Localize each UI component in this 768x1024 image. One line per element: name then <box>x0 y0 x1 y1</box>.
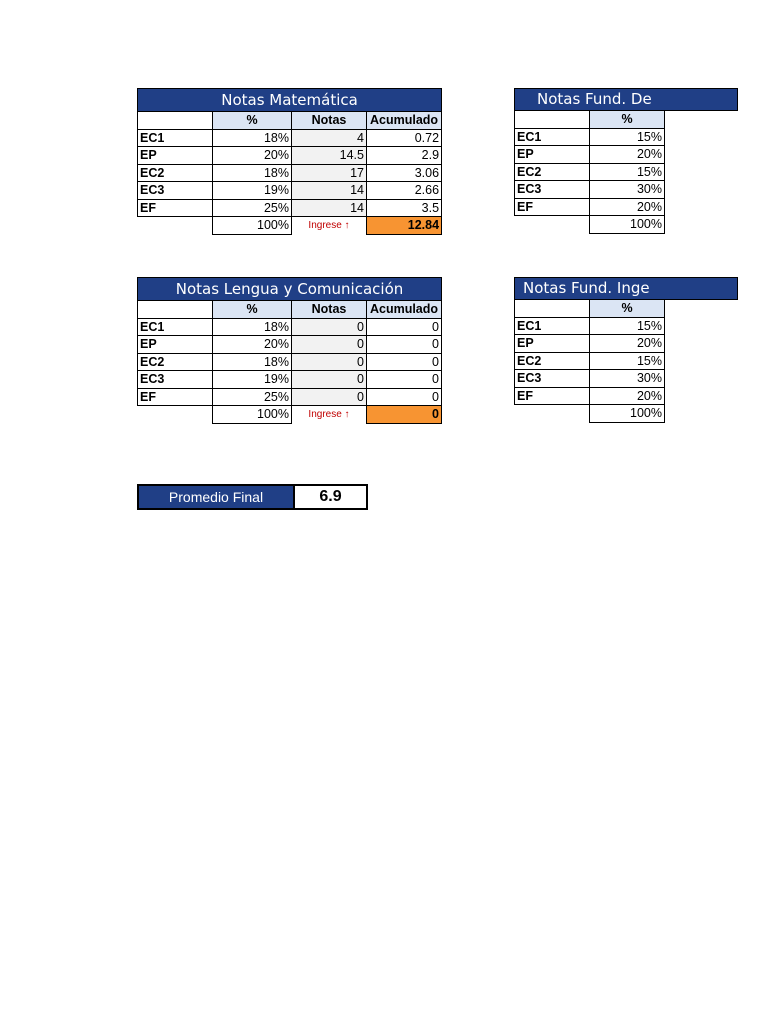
promedio-final-box <box>137 484 368 510</box>
table-row <box>515 163 665 181</box>
total-blank <box>138 217 213 235</box>
fund-de-title-bar <box>514 88 738 111</box>
nota-input[interactable]: 17 <box>292 164 367 182</box>
row-percent: 20% <box>590 387 665 405</box>
fund-inge-title-bar <box>514 277 738 300</box>
table-row <box>515 146 665 164</box>
header-blank <box>138 301 213 319</box>
row-percent: 20% <box>590 198 665 216</box>
header-acumulado: Acumulado <box>367 112 442 130</box>
fund-inge-table-wrapper <box>514 277 768 437</box>
row-percent: 19% <box>213 371 292 389</box>
nota-input[interactable]: 14.5 <box>292 147 367 165</box>
header-percent: % <box>590 111 665 129</box>
row-label: EC1 <box>138 318 213 336</box>
row-percent: 20% <box>590 335 665 353</box>
table-row <box>515 198 665 216</box>
fund-de-table <box>514 110 665 234</box>
table-row <box>515 335 665 353</box>
header-percent: % <box>590 300 665 318</box>
row-label: EP <box>138 336 213 354</box>
fund-inge-table <box>514 299 665 423</box>
table-row <box>515 352 665 370</box>
total-percent: 100% <box>213 406 292 424</box>
row-label: EC2 <box>138 353 213 371</box>
row-acumulado: 0 <box>367 318 442 336</box>
header-notas: Notas <box>292 112 367 130</box>
row-acumulado: 2.66 <box>367 182 442 200</box>
table-row <box>515 387 665 405</box>
row-label: EP <box>138 147 213 165</box>
row-label: EC2 <box>515 352 590 370</box>
row-percent: 20% <box>213 336 292 354</box>
total-blank <box>138 406 213 424</box>
row-percent: 18% <box>213 164 292 182</box>
row-acumulado: 0 <box>367 388 442 406</box>
row-label: EC3 <box>515 370 590 388</box>
row-acumulado: 3.5 <box>367 199 442 217</box>
row-label: EC1 <box>515 317 590 335</box>
header-notas: Notas <box>292 301 367 319</box>
fund-de-table-wrapper <box>514 88 768 248</box>
header-percent: % <box>213 112 292 130</box>
table-row <box>515 181 665 199</box>
row-acumulado: 0 <box>367 371 442 389</box>
row-label: EC3 <box>515 181 590 199</box>
row-label: EF <box>138 388 213 406</box>
row-label: EP <box>515 335 590 353</box>
row-percent: 18% <box>213 129 292 147</box>
row-percent: 25% <box>213 199 292 217</box>
promedio-final-value: 6.9 <box>293 486 366 508</box>
row-acumulado: 0 <box>367 336 442 354</box>
table-row <box>515 370 665 388</box>
row-percent: 19% <box>213 182 292 200</box>
matematica-title: Notas Matemática <box>138 89 442 112</box>
nota-input[interactable]: 0 <box>292 371 367 389</box>
table-row <box>138 129 442 147</box>
table-row <box>138 164 442 182</box>
row-label: EC3 <box>138 371 213 389</box>
ingrese-hint: Ingrese ↑ <box>308 220 350 231</box>
row-acumulado: 3.06 <box>367 164 442 182</box>
promedio-final-label: Promedio Final <box>139 486 293 508</box>
nota-input[interactable]: 14 <box>292 199 367 217</box>
lengua-table <box>137 277 442 424</box>
table-row <box>515 128 665 146</box>
nota-input[interactable]: 0 <box>292 353 367 371</box>
table-row <box>138 388 442 406</box>
nota-input[interactable]: 0 <box>292 388 367 406</box>
nota-input[interactable]: 0 <box>292 318 367 336</box>
row-label: EF <box>138 199 213 217</box>
row-percent: 18% <box>213 318 292 336</box>
row-label: EC3 <box>138 182 213 200</box>
header-blank <box>515 300 590 318</box>
table-row <box>138 318 442 336</box>
table-row <box>138 371 442 389</box>
header-acumulado: Acumulado <box>367 301 442 319</box>
header-blank <box>138 112 213 130</box>
row-percent: 18% <box>213 353 292 371</box>
table-row <box>138 199 442 217</box>
table-row <box>138 353 442 371</box>
total-blank <box>515 216 590 234</box>
row-label: EC1 <box>138 129 213 147</box>
header-percent: % <box>213 301 292 319</box>
header-blank <box>515 111 590 129</box>
fund-inge-title: Notas Fund. Inge <box>523 279 650 297</box>
row-label: EC2 <box>138 164 213 182</box>
table-row <box>138 147 442 165</box>
matematica-table <box>137 88 442 235</box>
row-acumulado: 0 <box>367 353 442 371</box>
nota-input[interactable]: 4 <box>292 129 367 147</box>
row-label: EC1 <box>515 128 590 146</box>
total-percent: 100% <box>590 405 665 423</box>
nota-input[interactable]: 14 <box>292 182 367 200</box>
total-acumulado: 12.84 <box>367 217 442 235</box>
fund-de-title: Notas Fund. De <box>537 90 652 108</box>
row-label: EP <box>515 146 590 164</box>
table-row <box>138 182 442 200</box>
row-percent: 15% <box>590 163 665 181</box>
row-label: EF <box>515 198 590 216</box>
total-percent: 100% <box>213 217 292 235</box>
row-percent: 20% <box>590 146 665 164</box>
row-label: EC2 <box>515 163 590 181</box>
lengua-title: Notas Lengua y Comunicación <box>138 278 442 301</box>
total-blank <box>515 405 590 423</box>
table-row <box>138 336 442 354</box>
total-acumulado: 0 <box>367 406 442 424</box>
row-percent: 15% <box>590 128 665 146</box>
table-row <box>515 317 665 335</box>
row-percent: 20% <box>213 147 292 165</box>
row-percent: 15% <box>590 317 665 335</box>
row-percent: 25% <box>213 388 292 406</box>
row-acumulado: 2.9 <box>367 147 442 165</box>
row-percent: 30% <box>590 181 665 199</box>
ingrese-hint: Ingrese ↑ <box>308 409 350 420</box>
total-percent: 100% <box>590 216 665 234</box>
row-percent: 30% <box>590 370 665 388</box>
row-percent: 15% <box>590 352 665 370</box>
row-acumulado: 0.72 <box>367 129 442 147</box>
nota-input[interactable]: 0 <box>292 336 367 354</box>
row-label: EF <box>515 387 590 405</box>
